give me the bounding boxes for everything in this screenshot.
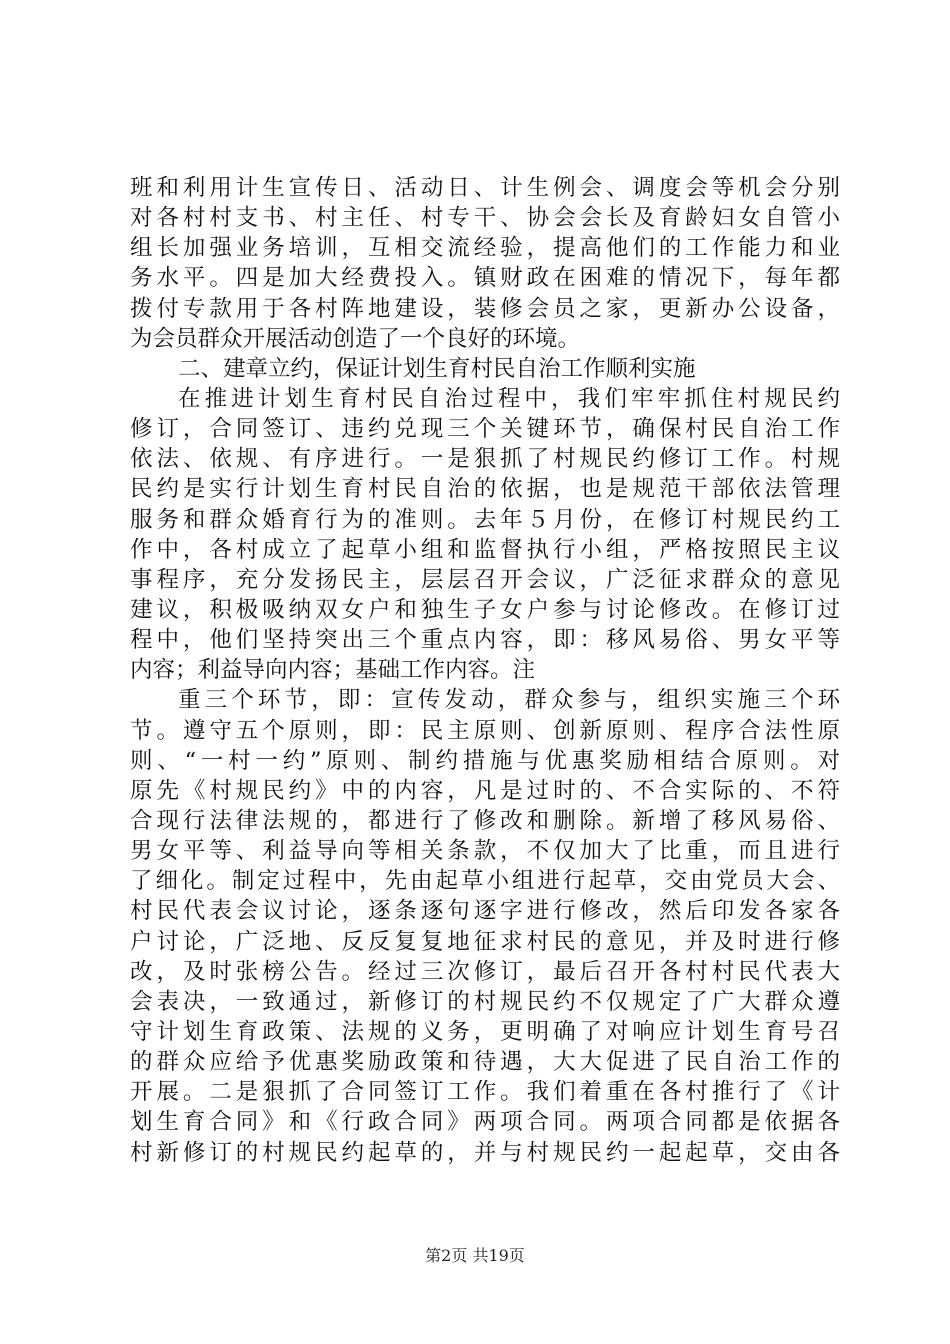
text-line: 务水平。四是加大经费投入。镇财政在困难的情况下，每年都 [130, 265, 840, 292]
text-line: 拨付专款用于各村阵地建设，装修会员之家，更新办公设备， [130, 295, 840, 322]
text-line: 二、建章立约，保证计划生育村民自治工作顺利实施 [178, 355, 696, 382]
text-line: 程中，他们坚持突出三个重点内容，即：移风易俗、男女平等 [130, 627, 840, 654]
text-line: 服务和群众婚育行为的准则。去年５月份，在修订村规民约工 [130, 506, 840, 533]
text-line: 的群众应给予优惠奖励政策和待遇，大大促进了民自治工作的 [130, 1049, 840, 1076]
body-text [130, 173, 840, 1168]
text-line: 重三个环节，即：宣传发动，群众参与，组织实施三个环 [178, 687, 840, 714]
page-footer: 第2页 共19页 [425, 1246, 525, 1265]
text-line: 户讨论，广泛地、反反复复地征求村民的意见，并及时进行修 [130, 928, 840, 955]
text-line: 组长加强业务培训，互相交流经验，提高他们的工作能力和业 [130, 235, 840, 262]
text-line: 则、“一村一约”原则、制约措施与优惠奖励相结合原则。对 [130, 747, 840, 774]
text-line: 班和利用计生宣传日、活动日、计生例会、调度会等机会分别 [130, 175, 840, 201]
text-line: 民约是实行计划生育村民自治的依据，也是规范干部依法管理 [130, 476, 840, 503]
text-line: 了细化。制定过程中，先由起草小组进行起草，交由党员大会、 [130, 868, 840, 895]
text-line: 依法、依规、有序进行。一是狠抓了村规民约修订工作。村规 [130, 446, 840, 473]
text-line: 合现行法律法规的，都进行了修改和删除。新增了移风易俗、 [130, 807, 840, 834]
text-line: 村民代表会议讨论，逐条逐句逐字进行修改，然后印发各家各 [130, 898, 840, 925]
text-line: 修订，合同签订、违约兑现三个关键环节，确保村民自治工作 [130, 416, 840, 443]
text-line: 会表决，一致通过，新修订的村规民约不仅规定了广大群众遵 [130, 988, 840, 1015]
text-line: 作中，各村成立了起草小组和监督执行小组，严格按照民主议 [130, 536, 840, 563]
text-line: 在推进计划生育村民自治过程中，我们牢牢抓住村规民约 [178, 385, 840, 412]
text-line: 村新修订的村规民约起草的，并与村规民约一起起草，交由各 [130, 1139, 840, 1166]
text-line: 建议，积极吸纳双女户和独生子女户参与讨论修改。在修订过 [130, 596, 840, 623]
text-line: 事程序，充分发扬民主，层层召开会议，广泛征求群众的意见 [130, 566, 840, 593]
text-line: 对各村村支书、村主任、村专干、协会会长及育龄妇女自管小 [130, 205, 840, 232]
text-line: 划生育合同》和《行政合同》两项合同。两项合同都是依据各 [130, 1109, 840, 1136]
text-line: 为会员群众开展活动创造了一个良好的环境。 [130, 325, 581, 352]
text-line: 原先《村规民约》中的内容，凡是过时的、不合实际的、不符 [130, 777, 840, 804]
text-line: 男女平等、利益导向等相关条款，不仅加大了比重，而且进行 [130, 838, 840, 865]
text-line: 内容；利益导向内容；基础工作内容。注 [130, 657, 536, 684]
text-line: 守计划生育政策、法规的义务，更明确了对响应计划生育号召 [130, 1018, 840, 1045]
text-line: 改，及时张榜公告。经过三次修订，最后召开各村村民代表大 [130, 958, 840, 985]
text-line: 节。遵守五个原则，即：民主原则、创新原则、程序合法性原 [130, 717, 840, 744]
text-line: 开展。二是狠抓了合同签订工作。我们着重在各村推行了《计 [130, 1079, 840, 1106]
